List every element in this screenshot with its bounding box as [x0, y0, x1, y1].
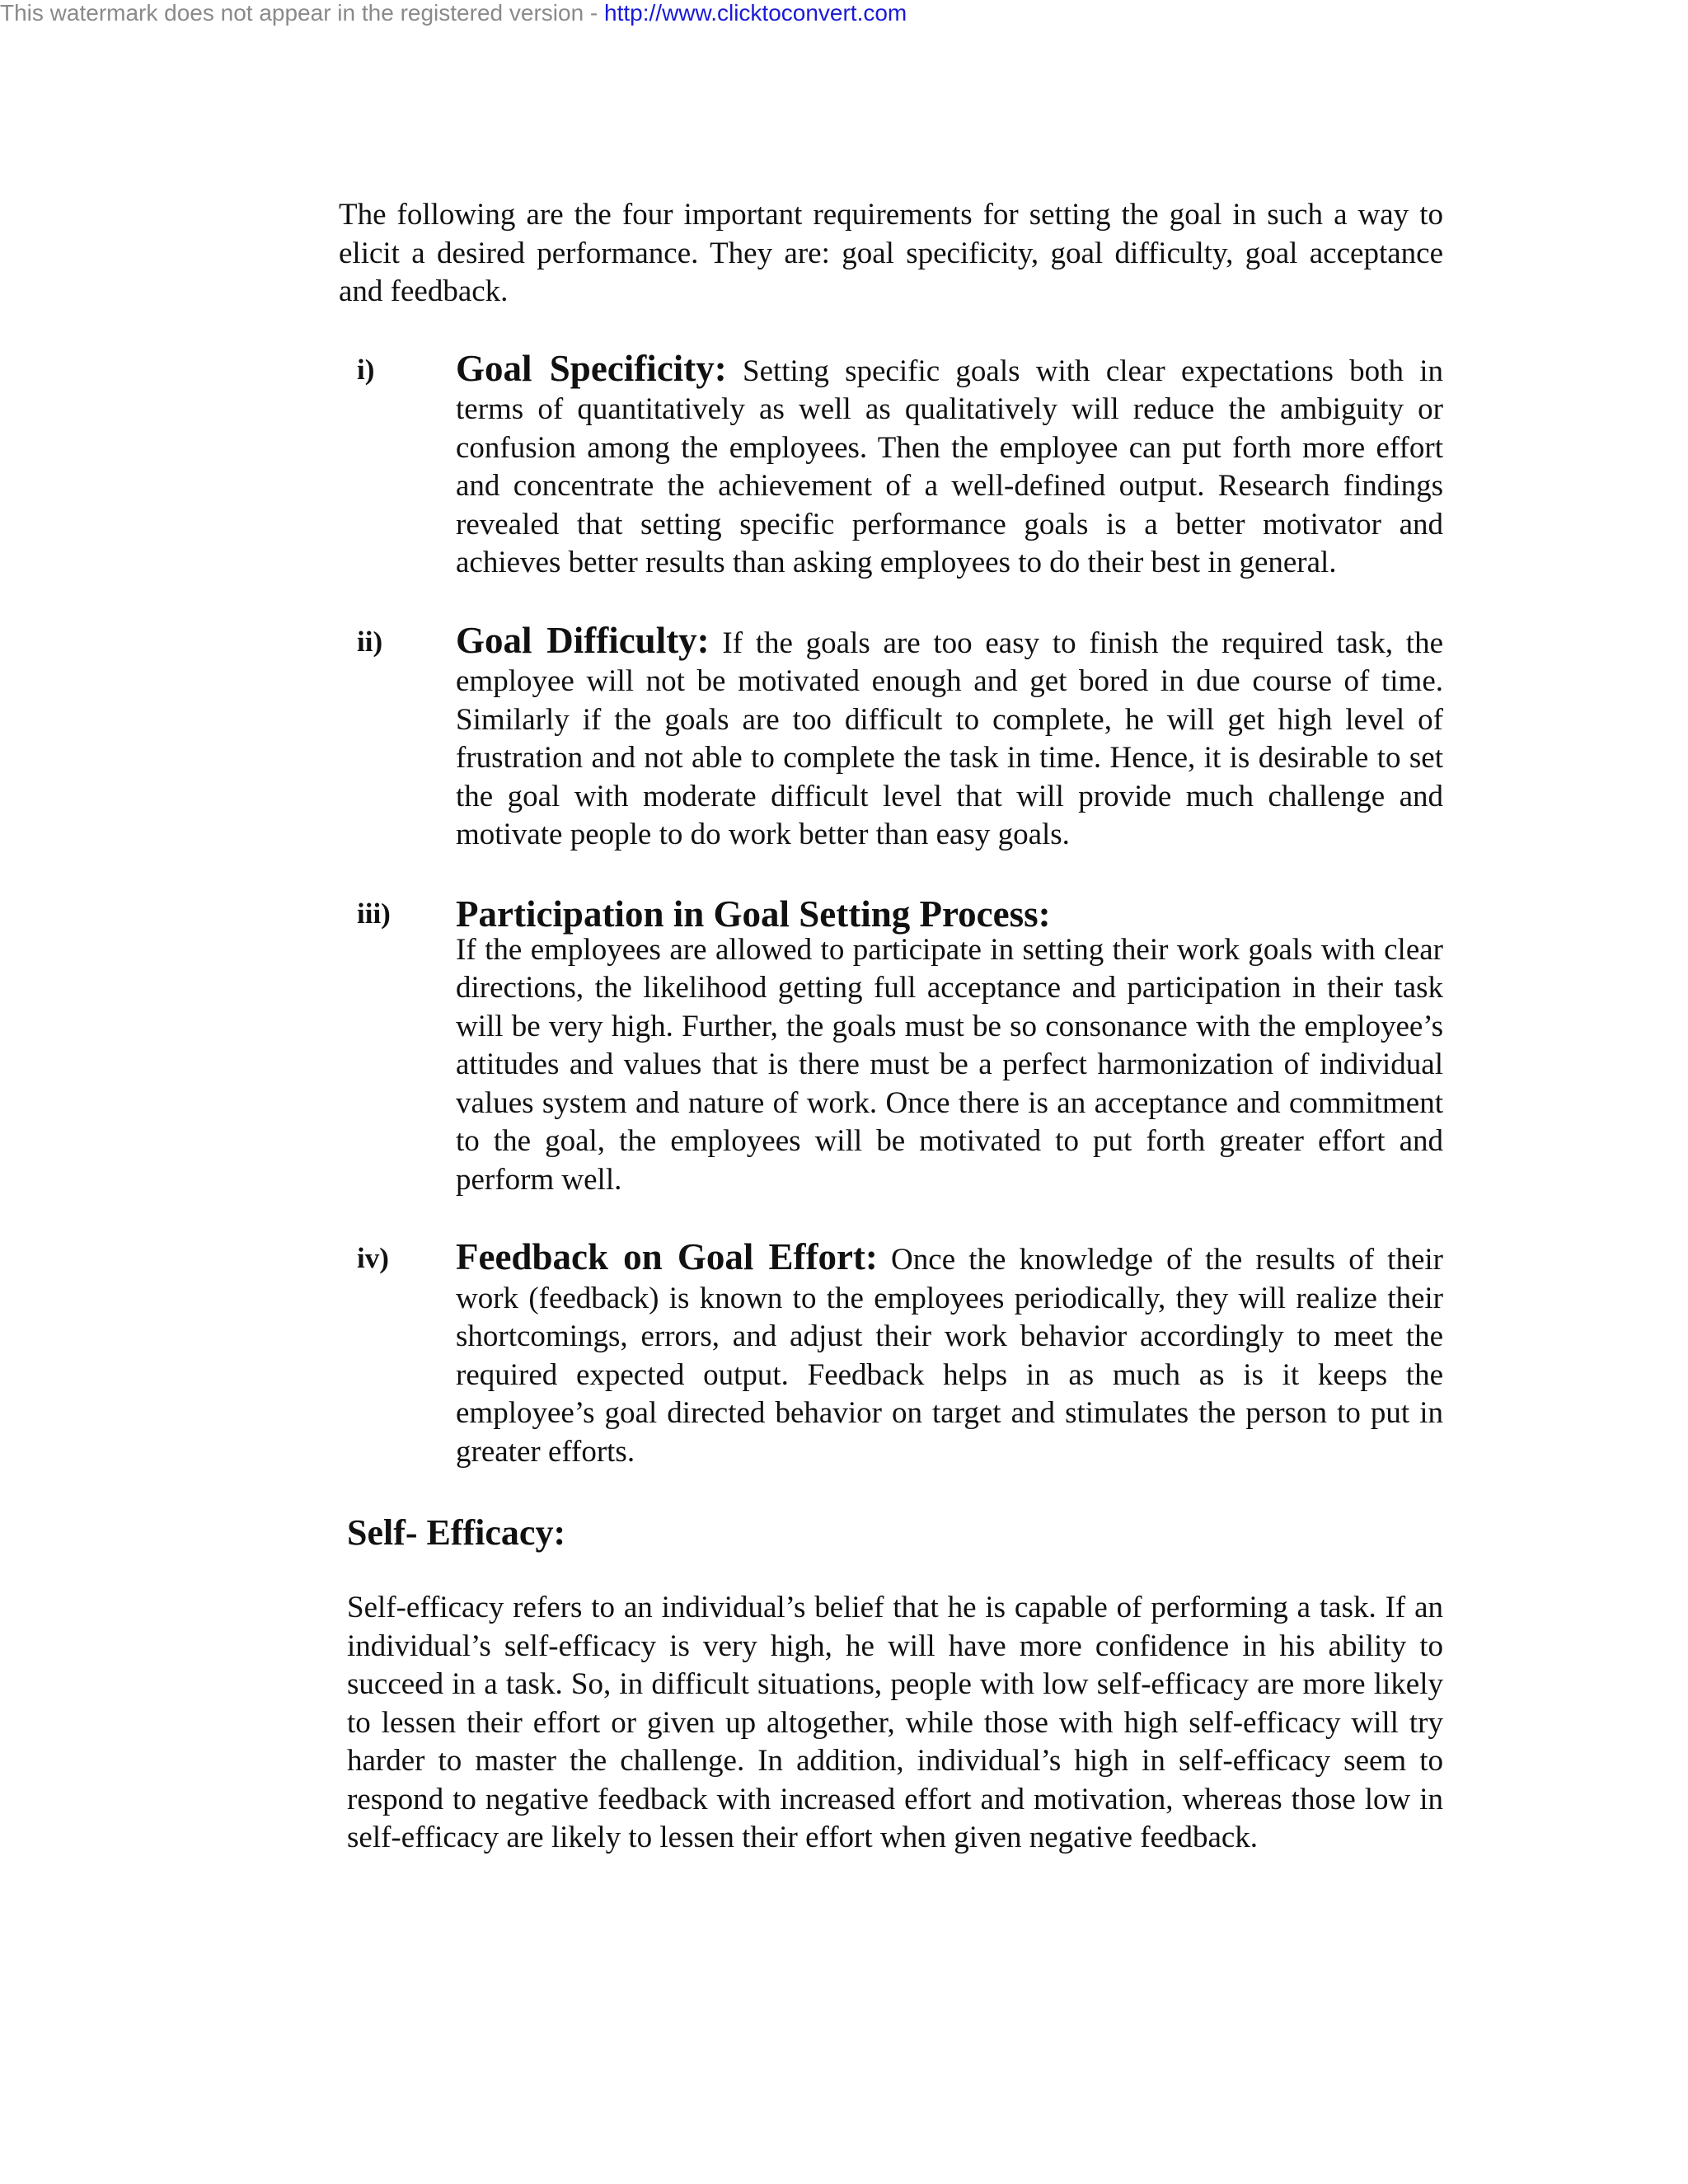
- list-item-number: i): [357, 353, 375, 386]
- list-item-title: Participation in Goal Setting Process:: [456, 893, 1051, 935]
- document-page: [339, 196, 1443, 1858]
- list-item: [347, 1238, 1443, 1471]
- section-heading: Self- Efficacy:: [347, 1512, 566, 1553]
- list-item: [347, 621, 1443, 855]
- self-efficacy-paragraph: Self-efficacy refers to an individual’s belief that he is capable of performing a task. If an individual’s self-efficacy is very high, he will have more confidence in his ability to succeed in a task. So, in difficult situations, people with low self-efficacy are more likely to lessen their effort or given up altogether, while those with high self-efficacy will try harder to master the challenge. In addition, individual’s high in self-efficacy seem to respond to negative feedback with increased effort and motivation, whereas those low in self-efficacy are likely to lessen their effort when given negative feedback.: [347, 1591, 1443, 1854]
- list-item: [347, 349, 1443, 583]
- list-item: [347, 893, 1443, 1200]
- list-item-number: ii): [357, 625, 383, 658]
- list-item-text: Setting specific goals with clear expectations both in terms of quantitatively as well as qualitatively will reduce the ambiguity or confusion among the employees. Then the employee can put forth more effort and concentrate the achievement of a well-defined output. Research findings revealed that setting specific performance goals is a better motivator and achieves better results than asking employees to do their best in general.: [456, 354, 1443, 579]
- list-item-number: iii): [357, 897, 391, 930]
- list-item-body: [456, 1238, 1443, 1471]
- list-item-body: [456, 621, 1443, 855]
- list-item-body: [456, 349, 1443, 583]
- watermark-link[interactable]: http://www.clicktoconvert.com: [604, 0, 907, 26]
- watermark: [0, 0, 907, 26]
- list-item-text: If the goals are too easy to finish the required task, the employee will not be motivated enough and get bored in due course of time. Similarly if the goals are too difficult to complete, he will get high level of frustration and not able to complete the task in time. Hence, it is desirable to set the goal with moderate difficult level that will provide much challenge and motivate people to do work better than easy goals.: [456, 626, 1443, 851]
- watermark-text: This watermark does not appear in the registered version -: [0, 0, 605, 26]
- intro-paragraph: The following are the four important requirements for setting the goal in such a way to elicit a desired performance. They are: goal specificity, goal difficulty, goal acceptance and feedback.: [339, 198, 1443, 308]
- requirements-list: [347, 349, 1443, 1472]
- list-item-text: If the employees are allowed to participate in setting their work goals with clear directions, the likelihood getting full acceptance and participation in their task will be very high. Further, the goals must be so consonance with the employee’s attitudes and values that is there must be a perfect harmonization of individual values system and nature of work. Once there is an acceptance and commitment to the goal, the employees will be motivated to put forth greater effort and perform well.: [456, 932, 1443, 1197]
- list-item-title: Feedback on Goal Effort:: [456, 1236, 878, 1277]
- list-item-title: Goal Difficulty:: [456, 619, 710, 661]
- list-item-title: Goal Specificity:: [456, 347, 727, 389]
- list-item-number: iv): [357, 1242, 389, 1274]
- list-item-text: Once the knowledge of the results of their work (feedback) is known to the employees periodically, they will realize their shortcomings, errors, and adjust their work behavior accordingly to meet the required expected output. Feedback helps in as much as is it keeps the employee’s goal directed behavior on target and stimulates the person to put in greater efforts.: [456, 1243, 1443, 1469]
